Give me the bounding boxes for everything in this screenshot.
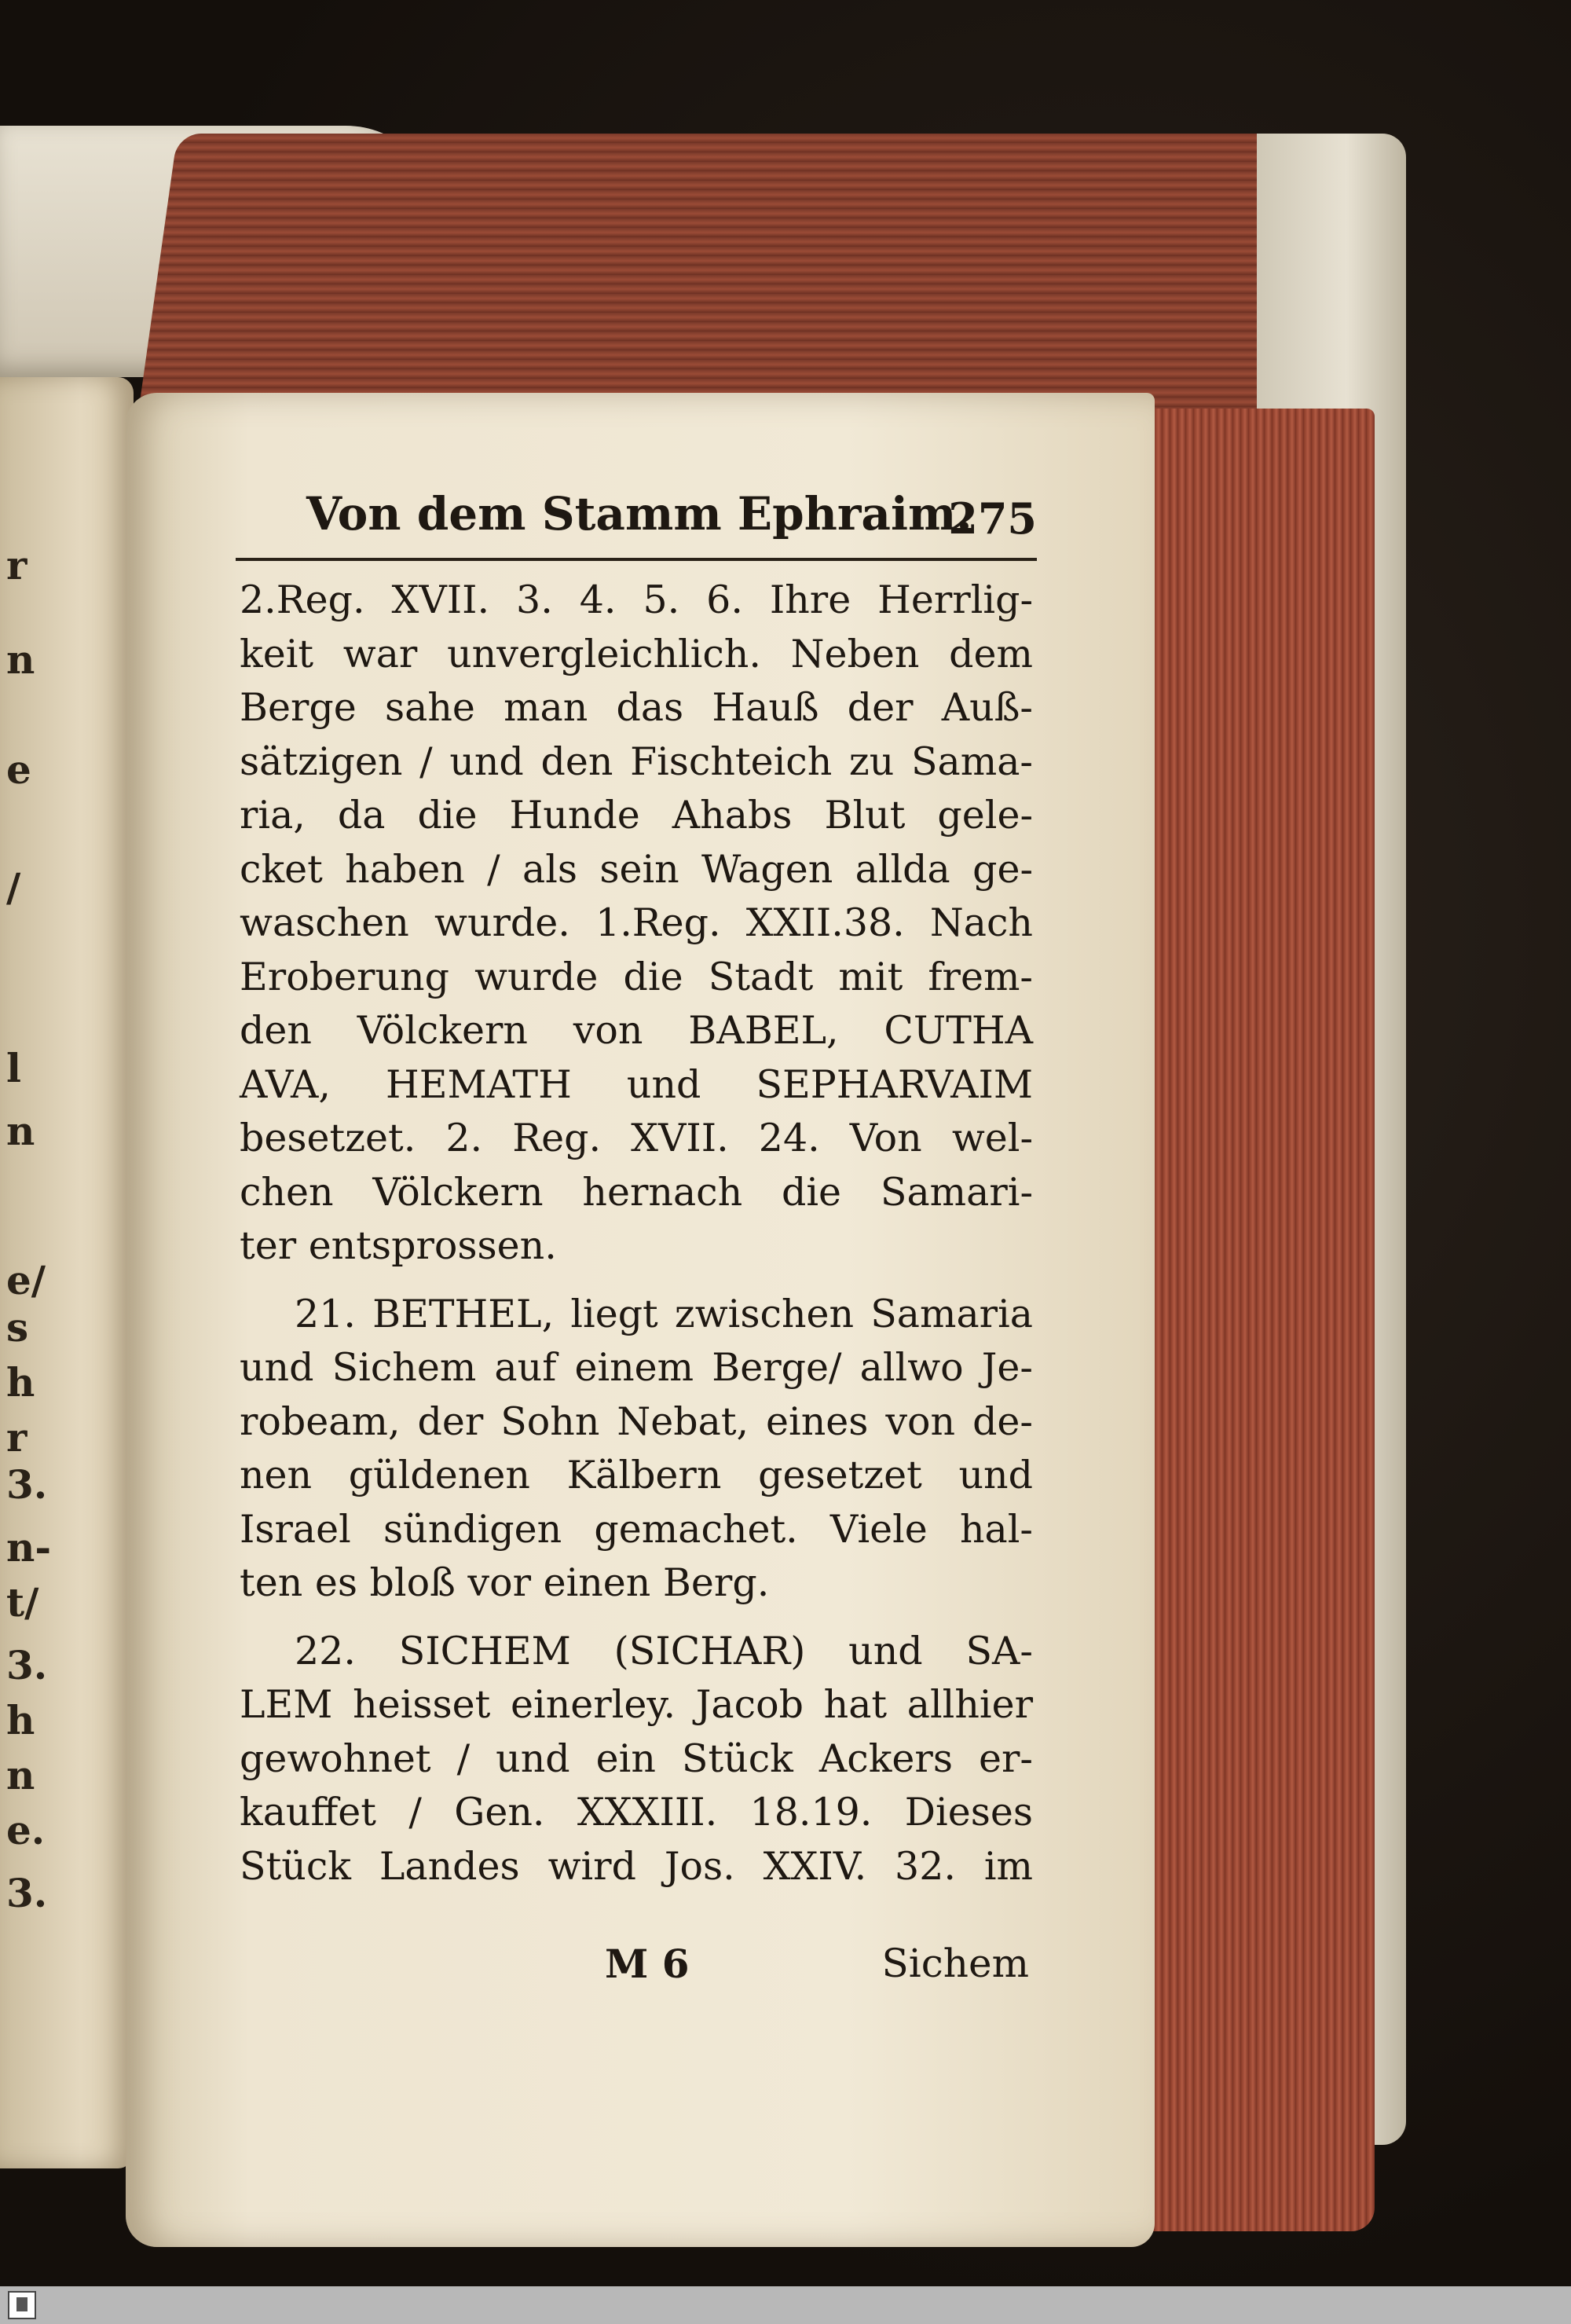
text-line: nen güldenen Kälbern gesetzet und	[240, 1453, 1033, 1497]
text-line: kauffet / Gen. XXXIII. 18.19. Dieses	[240, 1790, 1033, 1835]
left-page-fragment: h	[6, 1697, 35, 1743]
left-page	[0, 377, 134, 2168]
signature-mark: M 6	[605, 1941, 690, 1987]
left-page-fragment: e	[6, 746, 31, 793]
scan-footer-bar	[0, 2286, 1571, 2324]
left-page-fragment: r	[6, 1414, 27, 1461]
text-line: 2.Reg. XVII. 3. 4. 5. 6. Ihre Herrlig-	[240, 577, 1033, 622]
text-line: ria, da die Hunde Ahabs Blut gele-	[240, 793, 1033, 838]
text-line: besetzet. 2. Reg. XVII. 24. Von wel-	[240, 1116, 1033, 1160]
text-line: LEM heisset einerley. Jacob hat allhier	[240, 1682, 1033, 1727]
text-line: robeam, der Sohn Nebat, eines von de-	[240, 1398, 1033, 1444]
left-page-fragment: h	[6, 1359, 35, 1406]
body-text	[240, 574, 1033, 1893]
left-page-fragment: 3.	[6, 1642, 48, 1688]
left-page-fragment: n	[6, 1108, 35, 1154]
left-page-fragment: t/	[6, 1579, 39, 1626]
running-head-title: Von dem Stamm Ephraim.	[306, 487, 972, 541]
text-line: sätzigen / und den Fischteich zu Sama-	[240, 739, 1033, 784]
paragraph-gap	[240, 1274, 1033, 1288]
text-line: AVA, HEMATH und SEPHARVAIM	[240, 1061, 1033, 1107]
left-page-fragment: l	[6, 1045, 21, 1091]
paragraph-gap	[240, 1611, 1033, 1625]
text-line: 22. SICHEM (SICHAR) und SA-	[295, 1628, 1033, 1673]
text-line: Stück Landes wird Jos. XXIV. 32. im	[240, 1843, 1033, 1889]
left-page-fragment: n-	[6, 1524, 52, 1571]
running-head	[236, 487, 1037, 561]
catchword: Sichem	[881, 1941, 1029, 1986]
library-logo-icon	[8, 2291, 36, 2319]
text-line: Berge sahe man das Hauß der Auß-	[240, 685, 1033, 730]
text-line: 21. BETHEL, liegt zwischen Samaria	[295, 1291, 1033, 1336]
text-line: cket haben / als sein Wagen allda ge-	[240, 846, 1033, 892]
left-page-fragment: 3.	[6, 1870, 48, 1916]
text-line: Eroberung wurde die Stadt mit frem-	[240, 954, 1033, 999]
left-page-fragment: s	[6, 1304, 29, 1351]
left-page-fragment: n	[6, 636, 35, 683]
text-line: und Sichem auf einem Berge/ allwo Je-	[240, 1345, 1033, 1390]
text-line: gewohnet / und ein Stück Ackers er-	[240, 1736, 1033, 1781]
text-line: ten es bloß vor einen Berg.	[240, 1560, 770, 1605]
text-line: Israel sündigen gemachet. Viele hal-	[240, 1506, 1033, 1552]
text-line: den Völckern von BABEL, CUTHA	[240, 1008, 1033, 1053]
text-line: chen Völckern hernach die Samari-	[240, 1169, 1033, 1215]
left-page-fragment: e.	[6, 1807, 46, 1853]
left-page-fragment: /	[6, 864, 21, 911]
page-number: 275	[948, 493, 1037, 544]
page-block-top-edge	[137, 134, 1387, 424]
page-block-fore-edge	[1139, 409, 1375, 2231]
text-line: keit war unvergleichlich. Neben dem	[240, 631, 1033, 676]
left-page-fragment: r	[6, 542, 27, 588]
text-line: ter entsprossen.	[240, 1223, 557, 1268]
left-page-fragment: n	[6, 1752, 35, 1798]
left-page-fragment: 3.	[6, 1461, 48, 1508]
left-page-fragment: e/	[6, 1257, 46, 1303]
text-line: waschen wurde. 1.Reg. XXII.38. Nach	[240, 900, 1033, 945]
